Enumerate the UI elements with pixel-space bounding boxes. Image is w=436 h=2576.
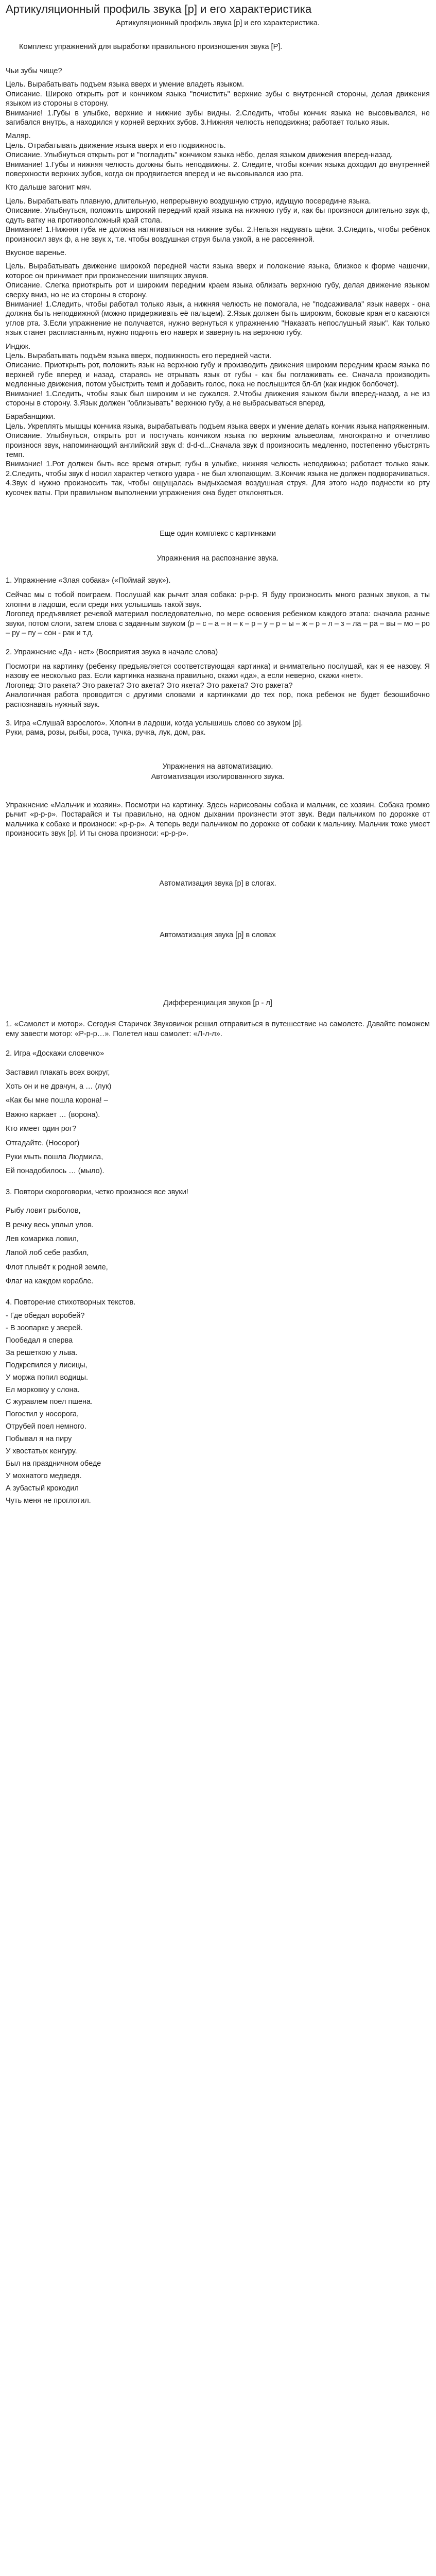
riddle-line: «Как бы мне пошла корона! –: [6, 1096, 108, 1105]
poem-line: Погостил у носорога,: [6, 1410, 79, 1419]
poem-line: Побывал я на пиру: [6, 1435, 72, 1444]
poem-line: Был на праздничном обеде: [6, 1459, 101, 1468]
poem-line: У моржа попил водицы.: [6, 1373, 89, 1382]
poem-line: Пообедал я сперва: [6, 1336, 73, 1345]
block-4: [6, 1298, 430, 1505]
article-subtitle: Артикуляционный профиль звука [р] и его характеристика.: [116, 19, 320, 27]
recognition-heading: Упражнения на распознание звука.: [156, 554, 279, 563]
automation-subheading: Автоматизация изолированного звука.: [151, 772, 285, 781]
page-title: Артикуляционный профиль звука [р] и его характеристика: [6, 3, 312, 15]
tongue-twister-line: В речку весь уплыл улов.: [6, 1221, 94, 1229]
exercise-goal: Цель. Вырабатывать плавную, длительную, непрерывную воздушную струю, идущую посередине языка.: [6, 197, 371, 206]
game-block: [6, 576, 430, 638]
exercise-goal: Цель. Отрабатывать движение языка вверх и его подвижность.: [6, 141, 226, 150]
game-title: 2. Упражнение «Да - нет» (Восприятия звука в начале слова): [6, 648, 218, 656]
riddle-line: Важно каркает … (ворона).: [6, 1110, 100, 1119]
exercise-block: [6, 248, 430, 338]
poem-line: - Где обедал воробей?: [6, 1312, 85, 1320]
riddle-line: Отгадайте. (Носорог): [6, 1139, 80, 1147]
poem-line: Отрубей поел немного.: [6, 1422, 86, 1431]
poem-line: Подкрепился у лисицы,: [6, 1361, 88, 1369]
poem-line: Чуть меня не проглотил.: [6, 1496, 91, 1505]
riddle-line: Заставил плакать всех вокруг,: [6, 1068, 110, 1077]
exercise-goal: Цель. Вырабатывать движение широкой передней части языка вверх и положение языка, близкое к форме чашечки, которое он принимает при произнесении шипящих звуков.: [6, 262, 430, 280]
block-2-title: 2. Игра «Доскажи словечко»: [6, 1049, 104, 1058]
game-block: [6, 719, 430, 738]
riddle-line: Хоть он и не драчун, а … (лук): [6, 1082, 112, 1091]
tongue-twister-line: Флаг на каждом корабле.: [6, 1277, 94, 1286]
poem-line: Ел морковку у слона.: [6, 1385, 80, 1394]
tongue-twister-line: Флот плывёт к родной земле,: [6, 1263, 108, 1272]
second-complex-heading: Еще один комплекс с картинками: [160, 530, 276, 538]
exercise-block: [6, 183, 430, 244]
exercise-title: Барабанщики.: [6, 413, 56, 421]
game-text: Логопед: Это ракета? Это ракета? Это акета? Это якета? Это ракета? Это ракета?: [6, 681, 293, 690]
automation-text: Упражнение «Мальчик и хозяин». Посмотри на картинку. Здесь нарисованы собака и мальчик, ее хозяин. Собака громко рычит «р-р-р». Постарайся и ты правильно, на одном дыхании произнести этот звук. Веди пальчиком по дорожке от мальчика к собаке и произноси: «р-р-р». А теперь веди пальчиком по дорожке от собаки к мальчику. Мальчик тоже умеет произносить звук [р]. И ты снова произноси: «р-р-р».: [6, 801, 430, 838]
recognition-section: [6, 576, 430, 738]
riddle-line: Ей понадобилось … (мыло).: [6, 1167, 104, 1176]
game-text: Посмотри на картинку (ребенку предъявляется соответствующая картинка) и внимательно послушай, как я ее назову. Я назову ее несколько раз. Если картинка названа правильно, скажи «да», а если неверно, скажи «нет».: [6, 662, 430, 681]
exercise-goal: Цель. Вырабатывать подъём языка вверх, подвижность его передней части.: [6, 351, 272, 360]
block-3-title: 3. Повтори скороговорки, четко произнося все звуки!: [6, 1188, 188, 1196]
exercise-block: [6, 131, 430, 179]
riddle-line: Руки мыть пошла Людмила,: [6, 1153, 103, 1162]
block-2: [6, 1049, 430, 1176]
exercise-description: Описание. Улыбнуться, положить широкий передний край языка на нижнюю губу и, как бы произнося длительно звук ф, сдуть ватку на противоположный край стола.: [6, 207, 430, 225]
exercise-description: Описание. Улыбнуться, открыть рот и постучать кончиком языка по верхним альвеолам, многократно и отчетливо произнося звук, напоминающий английский звук d: d-d-d...Сначала звук d произносить медленно, постепенно убыстрять темп.: [6, 432, 430, 460]
exercise-description: Описание. Широко открыть рот и кончиком языка "почистить" верхние зубы с внутренней стороны, делая движения языком из стороны в сторону.: [6, 90, 430, 108]
exercise-title: Маляр.: [6, 132, 31, 141]
exercise-attention: Внимание! 1.Губы и нижняя челюсть должны быть неподвижны. 2. Следите, чтобы кончик языка доходил до внутренней поверхности верхних зубов, когда он продвигается вперед и не высовывался изо рта.: [6, 160, 430, 179]
exercise-description: Описание. Приоткрыть рот, положить язык на верхнюю губу и производить движения широким передним краем языка по верхней губе вперед и назад, стараясь не отрывать язык от губы - как бы поглаживать ее. Сначала производить медленные движения, потом убыстрить темп и добавить голос, пока не послышится бл-бл (как индюк болбочет).: [6, 361, 430, 389]
automation-heading: Упражнения на автоматизацию.: [162, 762, 273, 771]
game-text: Руки, рама, розы, рыбы, роса, тучка, ручка, лук, дом, рак.: [6, 728, 206, 737]
poem-line: За решеткою у льва.: [6, 1348, 78, 1357]
poem-line: У хвостатых кенгуру.: [6, 1447, 77, 1456]
game-text: Логопед предъявляет речевой материал последовательно, по мере освоения ребенком каждого этапа: сначала разные звуки, потом слоги, затем слова с заданным звуком (р – с – а – н – к – р – у – р – ы – ж – р – л – з – ла – ра – вы – мо – ро – ру – пу – сон - рак и т.д.: [6, 610, 430, 638]
block-1-text: 1. «Самолет и мотор». Сегодня Старичок Звуковичок решил отправиться в путешествие на самолете. Давайте поможем ему завести мотор: «Р-р-р…». Полетел наш самолет: «Л-л-л».: [6, 1020, 430, 1038]
exercise-attention: Внимание! 1.Губы в улыбке, верхние и нижние зубы видны. 2.Следить, чтобы кончик языка не высовывался, не загибался внутрь, а находился у корней верхних зубов. 3.Нижняя челюсть неподвижна; работает только язык.: [6, 109, 430, 127]
words-heading: Автоматизация звука [р] в словах: [160, 931, 276, 940]
poem-line: - В зоопарке у зверей.: [6, 1324, 83, 1332]
poem-line: С журавлем поел пшена.: [6, 1398, 93, 1406]
exercise-goal: Цель. Вырабатывать подъем языка вверх и умение владеть языком.: [6, 80, 245, 89]
exercise-attention: Внимание! 1.Рот должен быть все время открыт, губы в улыбке, нижняя челюсть неподвижна; работает только язык. 2.Следить, чтобы звук d носил характер четкого удара - не был хлюпающим. 3.Кончик языка не должен подворачиваться. 4.Звук d нужно произносить так, чтобы ощущалась выдыхаемая воздушная струя. Для этого надо поднести ко рту кусочек ваты. При правильном выполнении упражнения она будет отклоняться.: [6, 460, 430, 497]
game-title: 3. Игра «Слушай взрослого». Хлопни в ладоши, когда услышишь слово со звуком [р].: [6, 719, 303, 727]
exercise-title: Индюк.: [6, 342, 31, 351]
exercise-title: Кто дальше загонит мяч.: [6, 183, 92, 192]
automation-text-block: [6, 801, 430, 839]
exercise-title: Вкусное варенье.: [6, 248, 67, 257]
exercise-block: [6, 412, 430, 498]
exercise-description: Описание. Слегка приоткрыть рот и широким передним краем языка облизать верхнюю губу, делая движение языком сверху вниз, но не из стороны в сторону.: [6, 281, 430, 299]
game-text: Сейчас мы с тобой поиграем. Послушай как рычит злая собака: р-р-р. Я буду произносить много разных звуков, а ты хлопни в ладоши, если среди них услышишь такой звук.: [6, 591, 430, 609]
differentiation-heading: Дифференциация звуков [р - л]: [163, 999, 272, 1008]
game-block: [6, 648, 430, 709]
game-text: Аналогичная работа проводится с другими словами и картинками до тех пор, пока ребенок не будет безошибочно распознавать нужный звук.: [6, 691, 430, 709]
poem-line: А зубастый крокодил: [6, 1484, 79, 1493]
syllables-heading: Автоматизация звука [р] в слогах.: [159, 879, 276, 888]
block-3: [6, 1188, 430, 1286]
exercise-description: Описание. Улыбнуться открыть рот и "погладить" кончиком языка нёбо, делая языком движения вперед-назад.: [6, 151, 393, 160]
tongue-twister-line: Лев комарика ловил,: [6, 1235, 79, 1244]
tongue-twister-line: Рыбу ловит рыболов,: [6, 1207, 81, 1215]
exercise-attention: Внимание! 1.Следить, чтобы язык был широким и не сужался. 2.Чтобы движения языком были вперед-назад, а не из стороны в сторону. 3.Язык должен "облизывать" верхнюю губу, а не выбрасываться вперед.: [6, 389, 430, 408]
game-title: 1. Упражнение «Злая собака» («Поймай звук»).: [6, 577, 171, 585]
exercise-attention: Внимание! 1.Нижняя губа не должна натягиваться на нижние зубы. 2.Нельзя надувать щёки. 3.Следить, чтобы ребёнок произносил звук ф, а не звук х, т.е. чтобы воздушная струя была узкой, а не рассеянной.: [6, 226, 430, 244]
exercise-goal: Цель. Укреплять мышцы кончика языка, вырабатывать подъем языка вверх и умение делать кончик языка напряженным.: [6, 422, 429, 431]
riddle-line: Кто имеет один рог?: [6, 1125, 77, 1133]
tongue-twister-line: Лапой лоб себе разбил,: [6, 1249, 89, 1258]
exercise-title: Чьи зубы чище?: [6, 67, 62, 75]
exercises-section: [6, 66, 430, 498]
exercise-attention: Внимание! 1.Следить, чтобы работал только язык, а нижняя челюсть не помогала, не "подсаживала" язык наверх - она должна быть неподвижной (можно придерживать её пальцем). 2.Язык должен быть широким, боковые края его касаются углов рта. 3.Если упражнение не получается, нужно вернуться к упражнению "Наказать непослушный язык". Как только язык станет распластанным, нужно поднять его наверх и завернуть на верхнюю губу.: [6, 300, 430, 337]
exercise-block: [6, 66, 430, 127]
poem-line: У мохнатого медведя.: [6, 1471, 82, 1480]
exercise-block: [6, 342, 430, 409]
block-1: [6, 1020, 430, 1039]
block-4-title: 4. Повторение стихотворных текстов.: [6, 1298, 136, 1307]
exercise-complex-title: Комплекс упражнений для выработки правильного произношения звука [Р].: [19, 43, 283, 51]
